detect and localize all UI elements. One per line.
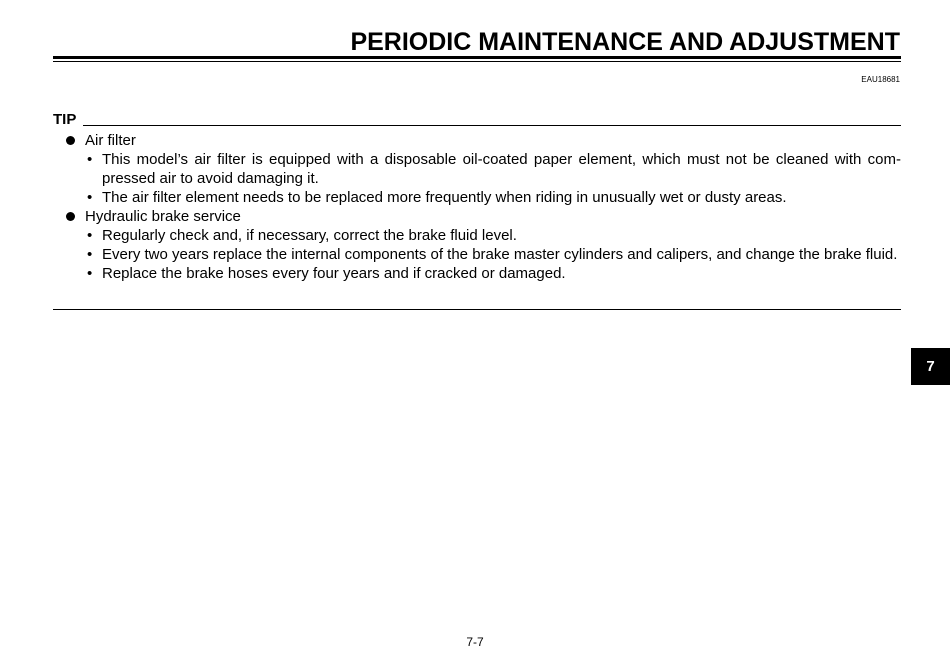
tip-subitem-text: Every two years replace the internal components of the brake master cylinders and calipers, and change the brake fluid. — [102, 246, 898, 263]
tip-label: TIP — [53, 111, 80, 129]
tip-header — [53, 111, 901, 129]
tip-body — [53, 131, 901, 283]
bullet-icon: • — [87, 246, 93, 263]
bullet-icon: • — [87, 151, 93, 168]
tip-item-label: Air filter — [85, 132, 136, 149]
bullet-icon: • — [87, 189, 93, 206]
tip-subitem — [53, 264, 901, 283]
tip-subitem-text: The air filter element needs to be replaced more frequently when riding in unusually wet or dusty areas. — [102, 189, 787, 206]
tip-subitem-text: This model’s air filter is equipped with a disposable oil-coated paper element, which must not be cleaned with com-pressed air to avoid damaging it. — [102, 151, 901, 187]
filled-circle-bullet-icon — [66, 212, 75, 221]
bullet-icon: • — [87, 265, 93, 282]
filled-circle-bullet-icon — [66, 136, 75, 145]
tip-bottom-rule — [53, 309, 901, 310]
title-rule-thin — [53, 61, 901, 62]
tip-item-air-filter — [53, 131, 901, 150]
chapter-tab: 7 — [911, 348, 950, 385]
tip-subitem-text: Replace the brake hoses every four years and if cracked or damaged. — [102, 265, 566, 282]
bullet-icon: • — [87, 227, 93, 244]
tip-subitem-text: Regularly check and, if necessary, correct the brake fluid level. — [102, 227, 517, 244]
page-number: 7-7 — [466, 635, 484, 649]
tip-item-label: Hydraulic brake service — [85, 208, 241, 225]
tip-subitem — [53, 245, 901, 264]
tip-subitem — [53, 150, 901, 188]
tip-rule — [83, 125, 901, 126]
document-code: EAU18681 — [861, 75, 900, 84]
tip-subitem — [53, 188, 901, 207]
page-title: PERIODIC MAINTENANCE AND ADJUSTMENT — [350, 28, 900, 56]
tip-item-hydraulic-brake — [53, 207, 901, 226]
tip-subitem — [53, 226, 901, 245]
title-rule — [53, 56, 901, 59]
